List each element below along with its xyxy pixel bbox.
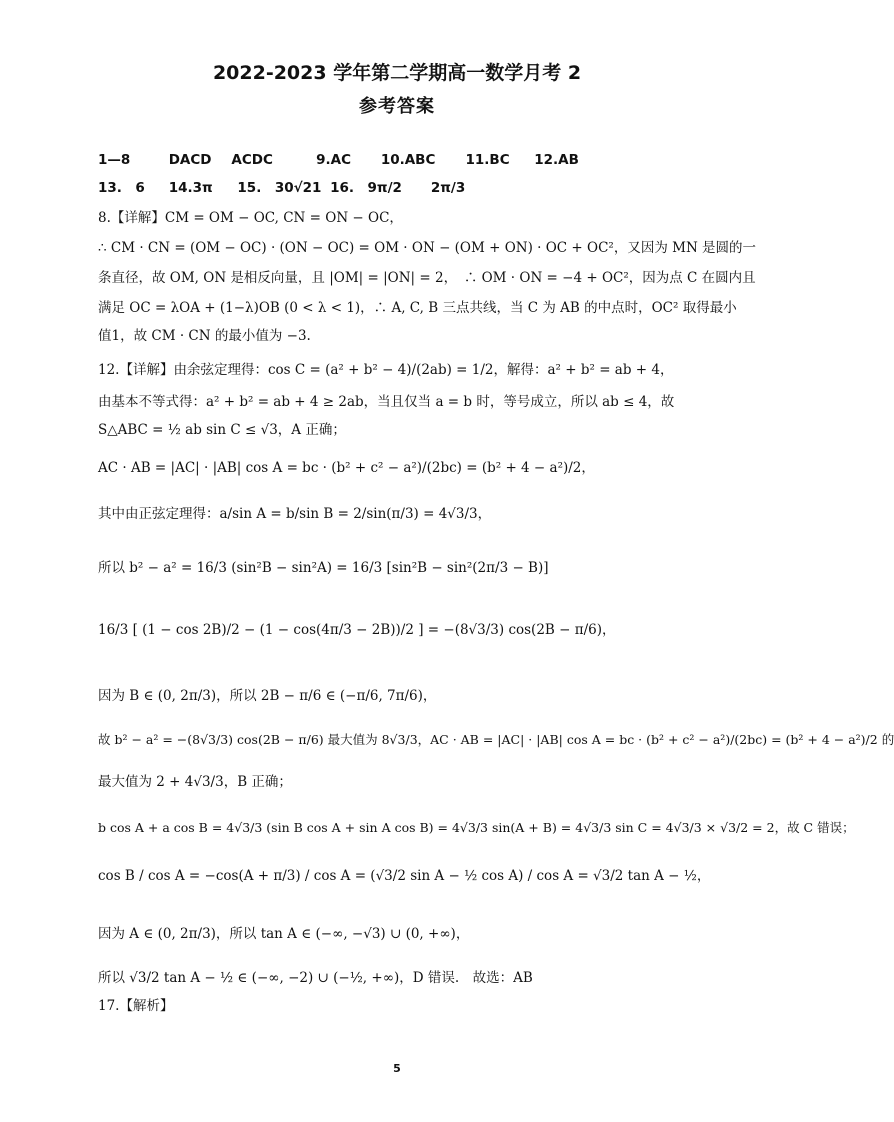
page-number: 5 <box>393 1062 401 1075</box>
page-subtitle: 参考答案 <box>359 96 435 117</box>
answer-q9: 9.AC <box>316 152 351 168</box>
answer-q15: 15. 30√21 <box>237 180 322 196</box>
solution-line: 其中由正弦定理得：a/sin A = b/sin B = 2/sin(π/3) = 4√3/3， <box>98 506 492 522</box>
solution-line: 12.【详解】由余弦定理得：cos C = (a² + b² − 4)/(2ab) = 1/2，解得：a² + b² = ab + 4， <box>98 362 674 378</box>
solution-line: ∴ CM · CN = (OM − OC) · (ON − OC) = OM · ON − (OM + ON) · OC + OC²，又因为 MN 是圆的一 <box>98 240 757 256</box>
solution-line: b cos A + a cos B = 4√3/3 (sin B cos A + sin A cos B) = 4√3/3 sin(A + B) = 4√3/3 sin C = 4√3/3 × √3/2 = 2，故 C 错误； <box>98 820 855 835</box>
solution-line: 故 b² − a² = −(8√3/3) cos(2B − π/6) 最大值为 8√3/3，AC · AB = |AC| · |AB| cos A = bc · (b² + c² − a²)/(2bc) = (b² + 4 − a²)/2 的 <box>98 732 894 747</box>
answer-q12: 12.AB <box>534 152 579 168</box>
answer-group-1: DACD <box>168 152 212 168</box>
solution-line: cos B / cos A = −cos(A + π/3) / cos A = (√3/2 sin A − ½ cos A) / cos A = √3/2 tan A − ½， <box>98 868 711 884</box>
answer-row-1 <box>98 150 778 170</box>
answer-q14: 14.3π <box>168 180 213 196</box>
answer-q16-second: 2π/3 <box>430 180 466 196</box>
solution-line: 值1，故 CM · CN 的最小值为 −3. <box>98 328 311 344</box>
solution-line: 最大值为 2 + 4√3/3，B 正确； <box>98 774 292 790</box>
solution-line: 16/3 [ (1 − cos 2B)/2 − (1 − cos(4π/3 − 2B))/2 ] = −(8√3/3) cos(2B − π/6)， <box>98 622 616 638</box>
solution-line: 因为 A ∈ (0, 2π/3)，所以 tan A ∈ (−∞, −√3) ∪ (0, +∞)， <box>98 926 470 942</box>
solution-line: 条直径，故 OM, ON 是相反向量，且 |OM| = |ON| = 2， ∴ OM · ON = −4 + OC²，因为点 C 在圆内且 <box>98 270 756 286</box>
answer-q11: 11.BC <box>465 152 510 168</box>
solution-line: 8.【详解】CM = OM − OC, CN = ON − OC， <box>98 210 403 226</box>
solution-line: AC · AB = |AC| · |AB| cos A = bc · (b² + c² − a²)/(2bc) = (b² + 4 − a²)/2， <box>98 460 595 476</box>
solution-line: 所以 b² − a² = 16/3 (sin²B − sin²A) = 16/3 [sin²B − sin²(2π/3 − B)] <box>98 560 549 576</box>
answer-range: 1—8 <box>98 152 131 168</box>
answer-group-2: ACDC <box>231 152 273 168</box>
solution-line: 所以 √3/2 tan A − ½ ∈ (−∞, −2) ∪ (−½, +∞)，D 错误. 故选：AB <box>98 970 533 986</box>
solution-line: 因为 B ∈ (0, 2π/3)，所以 2B − π/6 ∈ (−π/6, 7π/6)， <box>98 688 437 704</box>
answer-q16: 16. 9π/2 <box>330 180 402 196</box>
solution-line: 满足 OC = λOA + (1−λ)OB (0 < λ < 1)，∴ A, C, B 三点共线，当 C 为 AB 的中点时，OC² 取得最小 <box>98 300 737 316</box>
page-title: 2022-2023 学年第二学期高一数学月考 2 <box>212 62 582 84</box>
answer-row-2 <box>98 178 778 198</box>
solution-line: 由基本不等式得：a² + b² = ab + 4 ≥ 2ab，当且仅当 a = b 时，等号成立，所以 ab ≤ 4，故 <box>98 394 675 410</box>
solution-line: 17.【解析】 <box>98 998 174 1014</box>
solution-line: S△ABC = ½ ab sin C ≤ √3，A 正确； <box>98 422 346 438</box>
answer-q13: 13. 6 <box>98 180 145 196</box>
answer-q10: 10.ABC <box>380 152 436 168</box>
